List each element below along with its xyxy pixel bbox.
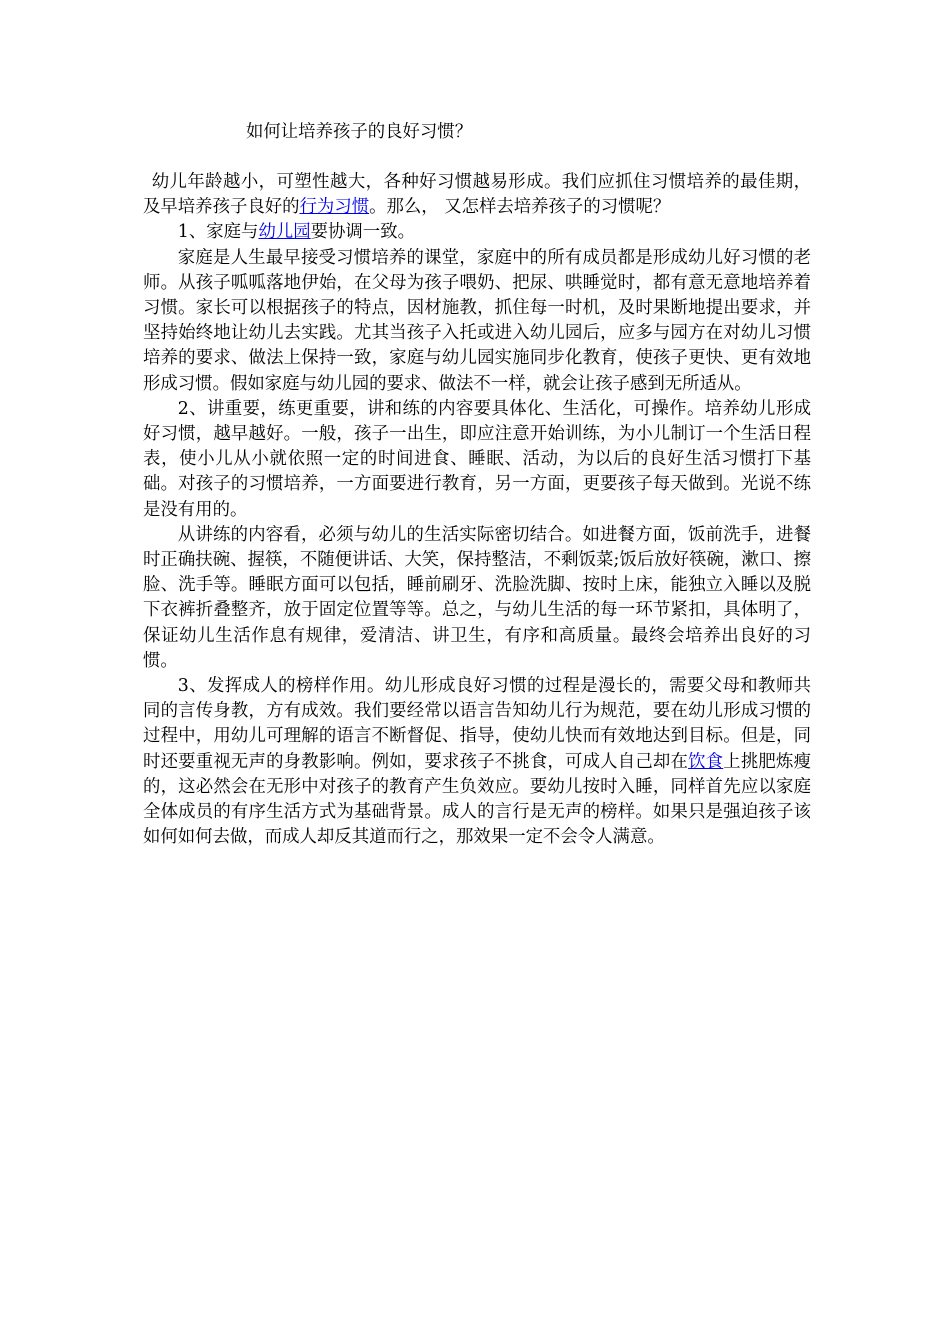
point-1-text-after: 要协调一致。 <box>310 222 415 243</box>
point-3-text-after: 上挑肥炼瘦的，这必然会在无形中对孩子的教育产生负效应。要幼儿按时入睡，同样首先应以家庭全体成员的有序生活方式为基础背景。成人的言行是无声的榜样。如果只是强迫孩子该如何如何去做，而成人却反其道而行之，那效果一定不会令人满意。 <box>143 751 811 848</box>
document-title: 如何让培养孩子的良好习惯？ <box>246 122 473 142</box>
paragraph-practice-content: 从讲练的内容看，必须与幼儿的生活实际密切结合。如进餐方面，饭前洗手，进餐时正确扶碗、握筷，不随便讲话、大笑，保持整洁，不剩饭菜;饭后放好筷碗，漱口、擦脸、洗手等。睡眠方面可以包括，睡前刷牙、洗脸洗脚、按时上床，能独立入睡以及脱下衣裤折叠整齐，放于固定位置等等。总之，与幼儿生活的每一环节紧扣，具体明了，保证幼儿生活作息有规律，爱清洁、讲卫生，有序和高质量。最终会培养出良好的习惯。 <box>143 524 811 671</box>
point-3-text-before: 3、发挥成人的榜样作用。幼儿形成良好习惯的过程是漫长的，需要父母和教师共同的言传身教，方有成效。我们要经常以语言告知幼儿行为规范，要在幼儿形成习惯的过程中，用幼儿可理解的语言不断督促、指导，使幼儿快而有效地达到目标。但是，同时还要重视无声的身教影响。例如，要求孩子不挑食，可成人自己却在 <box>143 676 811 772</box>
intro-paragraph <box>143 170 811 220</box>
link-kindergarten[interactable]: 幼儿园 <box>258 222 311 243</box>
intro-text-before: 幼儿年龄越小，可塑性越大，各种好习惯越易形成。我们应抓住习惯培养的最佳期， 及早培养孩子良好的 <box>143 172 811 218</box>
point-1-text-before: 1、家庭与 <box>177 222 259 243</box>
blank-line <box>143 145 811 170</box>
paragraph-point-2: 2、讲重要，练更重要，讲和练的内容要具体化、生活化，可操作。培养幼儿形成好习惯，越早越好。一般，孩子一出生，即应注意开始训练，为小儿制订一个生活日程表，使小儿从小就依照一定的时间进食、睡眠、活动，为以后的良好生活习惯打下基础。对孩子的习惯培养，一方面要进行教育，另一方面，更要孩子每天做到。光说不练是没有用的。 <box>143 398 811 520</box>
intro-text-after: 。那么， 又怎样去培养孩子的习惯呢？ <box>369 197 671 218</box>
paragraph-family: 家庭是人生最早接受习惯培养的课堂，家庭中的所有成员都是形成幼儿好习惯的老师。从孩子呱呱落地伊始，在父母为孩子喂奶、把尿、哄睡觉时，都有意无意地培养着习惯。家长可以根据孩子的特点，因材施教，抓住每一时机，及时果断地提出要求，并坚持始终地让幼儿去实践。尤其当孩子入托或进入幼儿园后，应多与园方在对幼儿习惯培养的要求、做法上保持一致，家庭与幼儿园实施同步化教育，使孩子更快、更有效地形成习惯。假如家庭与幼儿园的要求、做法不一样，就会让孩子感到无所适从。 <box>143 247 811 394</box>
point-1-heading <box>143 220 811 245</box>
paragraph-point-3 <box>143 674 811 850</box>
document-page <box>143 120 811 850</box>
link-diet[interactable]: 饮食 <box>688 751 724 772</box>
link-behavior-habits[interactable]: 行为习惯 <box>299 197 370 218</box>
